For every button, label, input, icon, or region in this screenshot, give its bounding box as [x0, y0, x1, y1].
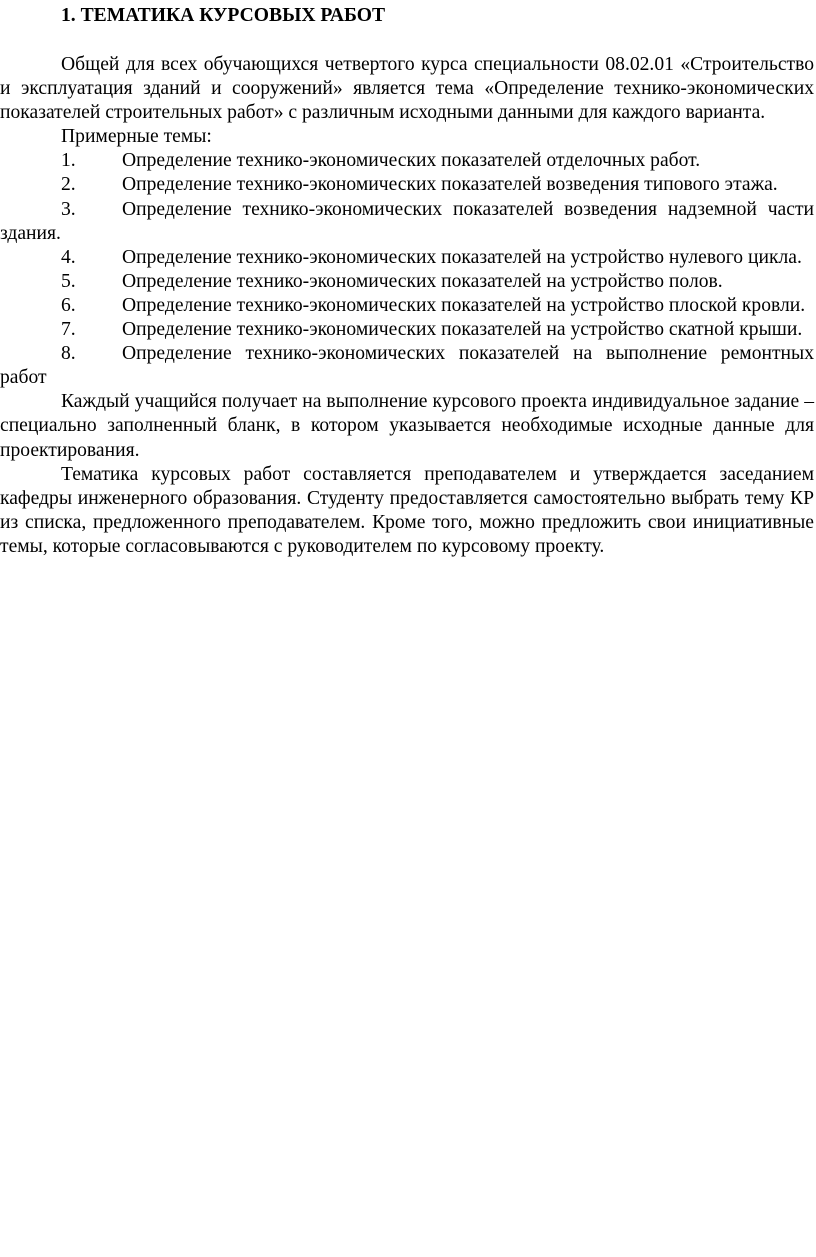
topic-item-8	[0, 342, 814, 390]
topic-number: 8.	[61, 343, 76, 365]
document-body	[0, 4, 814, 559]
topic-item-5	[0, 270, 814, 294]
topic-number: 5.	[61, 270, 76, 292]
topic-text: Определение технико-экономических показателей на устройство плоской кровли.	[122, 294, 806, 316]
topic-item-6	[0, 294, 814, 318]
topic-text: Определение технико-экономических показателей на устройство полов.	[122, 270, 723, 292]
topic-number: 6.	[61, 294, 76, 316]
topic-number: 1.	[61, 150, 76, 172]
assignment-paragraph: Каждый учащийся получает на выполнение курсового проекта индивидуальное задание – специально заполненный бланк, в котором указывается необходимые исходные данные для проектирования.	[0, 391, 814, 461]
topic-text: Определение технико-экономических показателей возведения типового этажа.	[122, 174, 778, 196]
topic-number: 4.	[61, 246, 76, 268]
section-title: 1. ТЕМАТИКА КУРСОВЫХ РАБОТ	[61, 5, 386, 26]
topic-text: Определение технико-экономических показателей возведения надземной части здания.	[0, 198, 814, 244]
topic-item-1	[0, 149, 814, 173]
topic-text: Определение технико-экономических показателей на устройство скатной крыши.	[122, 319, 803, 341]
topics-heading: Примерные темы:	[61, 126, 212, 148]
topic-number: 2.	[61, 174, 76, 196]
topic-text: Определение технико-экономических показателей отделочных работ.	[122, 150, 701, 172]
topic-number: 7.	[61, 319, 76, 341]
topic-text: Определение технико-экономических показателей на выполнение ремонтных работ	[0, 343, 814, 389]
topics-approval-paragraph: Тематика курсовых работ составляется преподавателем и утверждается заседанием кафедры инженерного образования. Студенту предоставляется самостоятельно выбрать тему КР из списка, предложенного преподавателем. Кроме того, можно предложить свои инициативные темы, которые согласовываются с руководителем по курсовому проекту.	[0, 463, 814, 557]
topic-item-2	[0, 173, 814, 197]
topic-text: Определение технико-экономических показателей на устройство нулевого цикла.	[122, 246, 802, 268]
topic-item-7	[0, 318, 814, 342]
topics-list	[0, 149, 814, 390]
topic-item-4	[0, 246, 814, 270]
topic-item-3	[0, 198, 814, 246]
intro-paragraph: Общей для всех обучающихся четвертого курса специальности 08.02.01 «Строительство и эксплуатация зданий и сооружений» является тема «Определение технико-экономических показателей строительных работ» с различным исходными данными для каждого варианта.	[0, 54, 814, 124]
topic-number: 3.	[61, 198, 76, 220]
